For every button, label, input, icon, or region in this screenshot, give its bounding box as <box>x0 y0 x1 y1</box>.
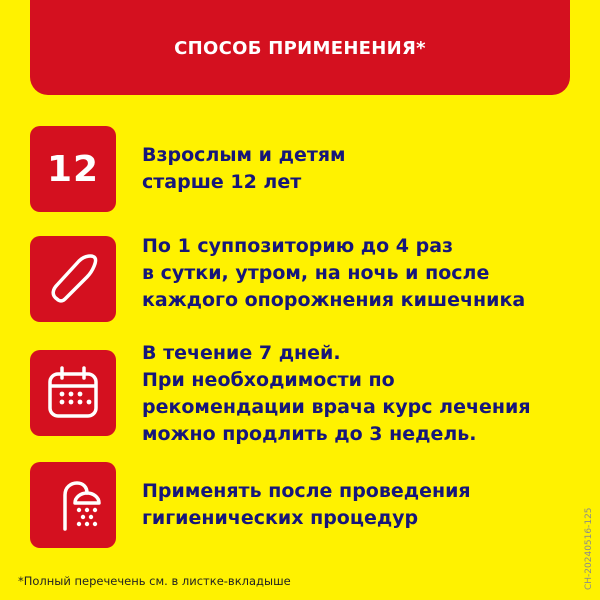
item-3-line-3: рекомендации врача курс лечения <box>142 396 531 418</box>
suppository-icon-graphic <box>43 249 103 309</box>
item-1-text <box>142 142 346 196</box>
item-3-line-4: можно продлить до 3 недель. <box>142 423 477 445</box>
item-4-line-1: Применять после проведения <box>142 480 471 502</box>
item-4-text <box>142 478 471 532</box>
calendar-icon <box>30 350 116 436</box>
item-1-line-2: старше 12 лет <box>142 171 302 193</box>
suppository-icon <box>30 236 116 322</box>
footnote: *Полный перечечень см. в листке-вкладыше <box>18 574 291 588</box>
item-3-line-2: При необходимости по <box>142 369 395 391</box>
item-3-text <box>142 340 531 448</box>
header-banner <box>30 0 570 95</box>
calendar-icon-graphic <box>42 362 104 424</box>
age-12-icon <box>30 126 116 212</box>
registration-code: CH-20240516-125 <box>584 507 594 590</box>
item-4-line-2: гигиенических процедур <box>142 507 419 529</box>
item-2-line-2: в сутки, утром, на ночь и после <box>142 262 490 284</box>
item-2-line-1: По 1 суппозиторию до 4 раз <box>142 235 454 257</box>
item-1-line-1: Взрослым и детям <box>142 144 346 166</box>
header-title: СПОСОБ ПРИМЕНЕНИЯ* <box>174 38 426 59</box>
item-2-text <box>142 233 525 314</box>
age-12-number: 12 <box>46 148 100 190</box>
item-3-line-1: В течение 7 дней. <box>142 342 341 364</box>
shower-icon <box>30 462 116 548</box>
shower-icon-graphic <box>43 475 103 535</box>
item-2-line-3: каждого опорожнения кишечника <box>142 289 526 311</box>
